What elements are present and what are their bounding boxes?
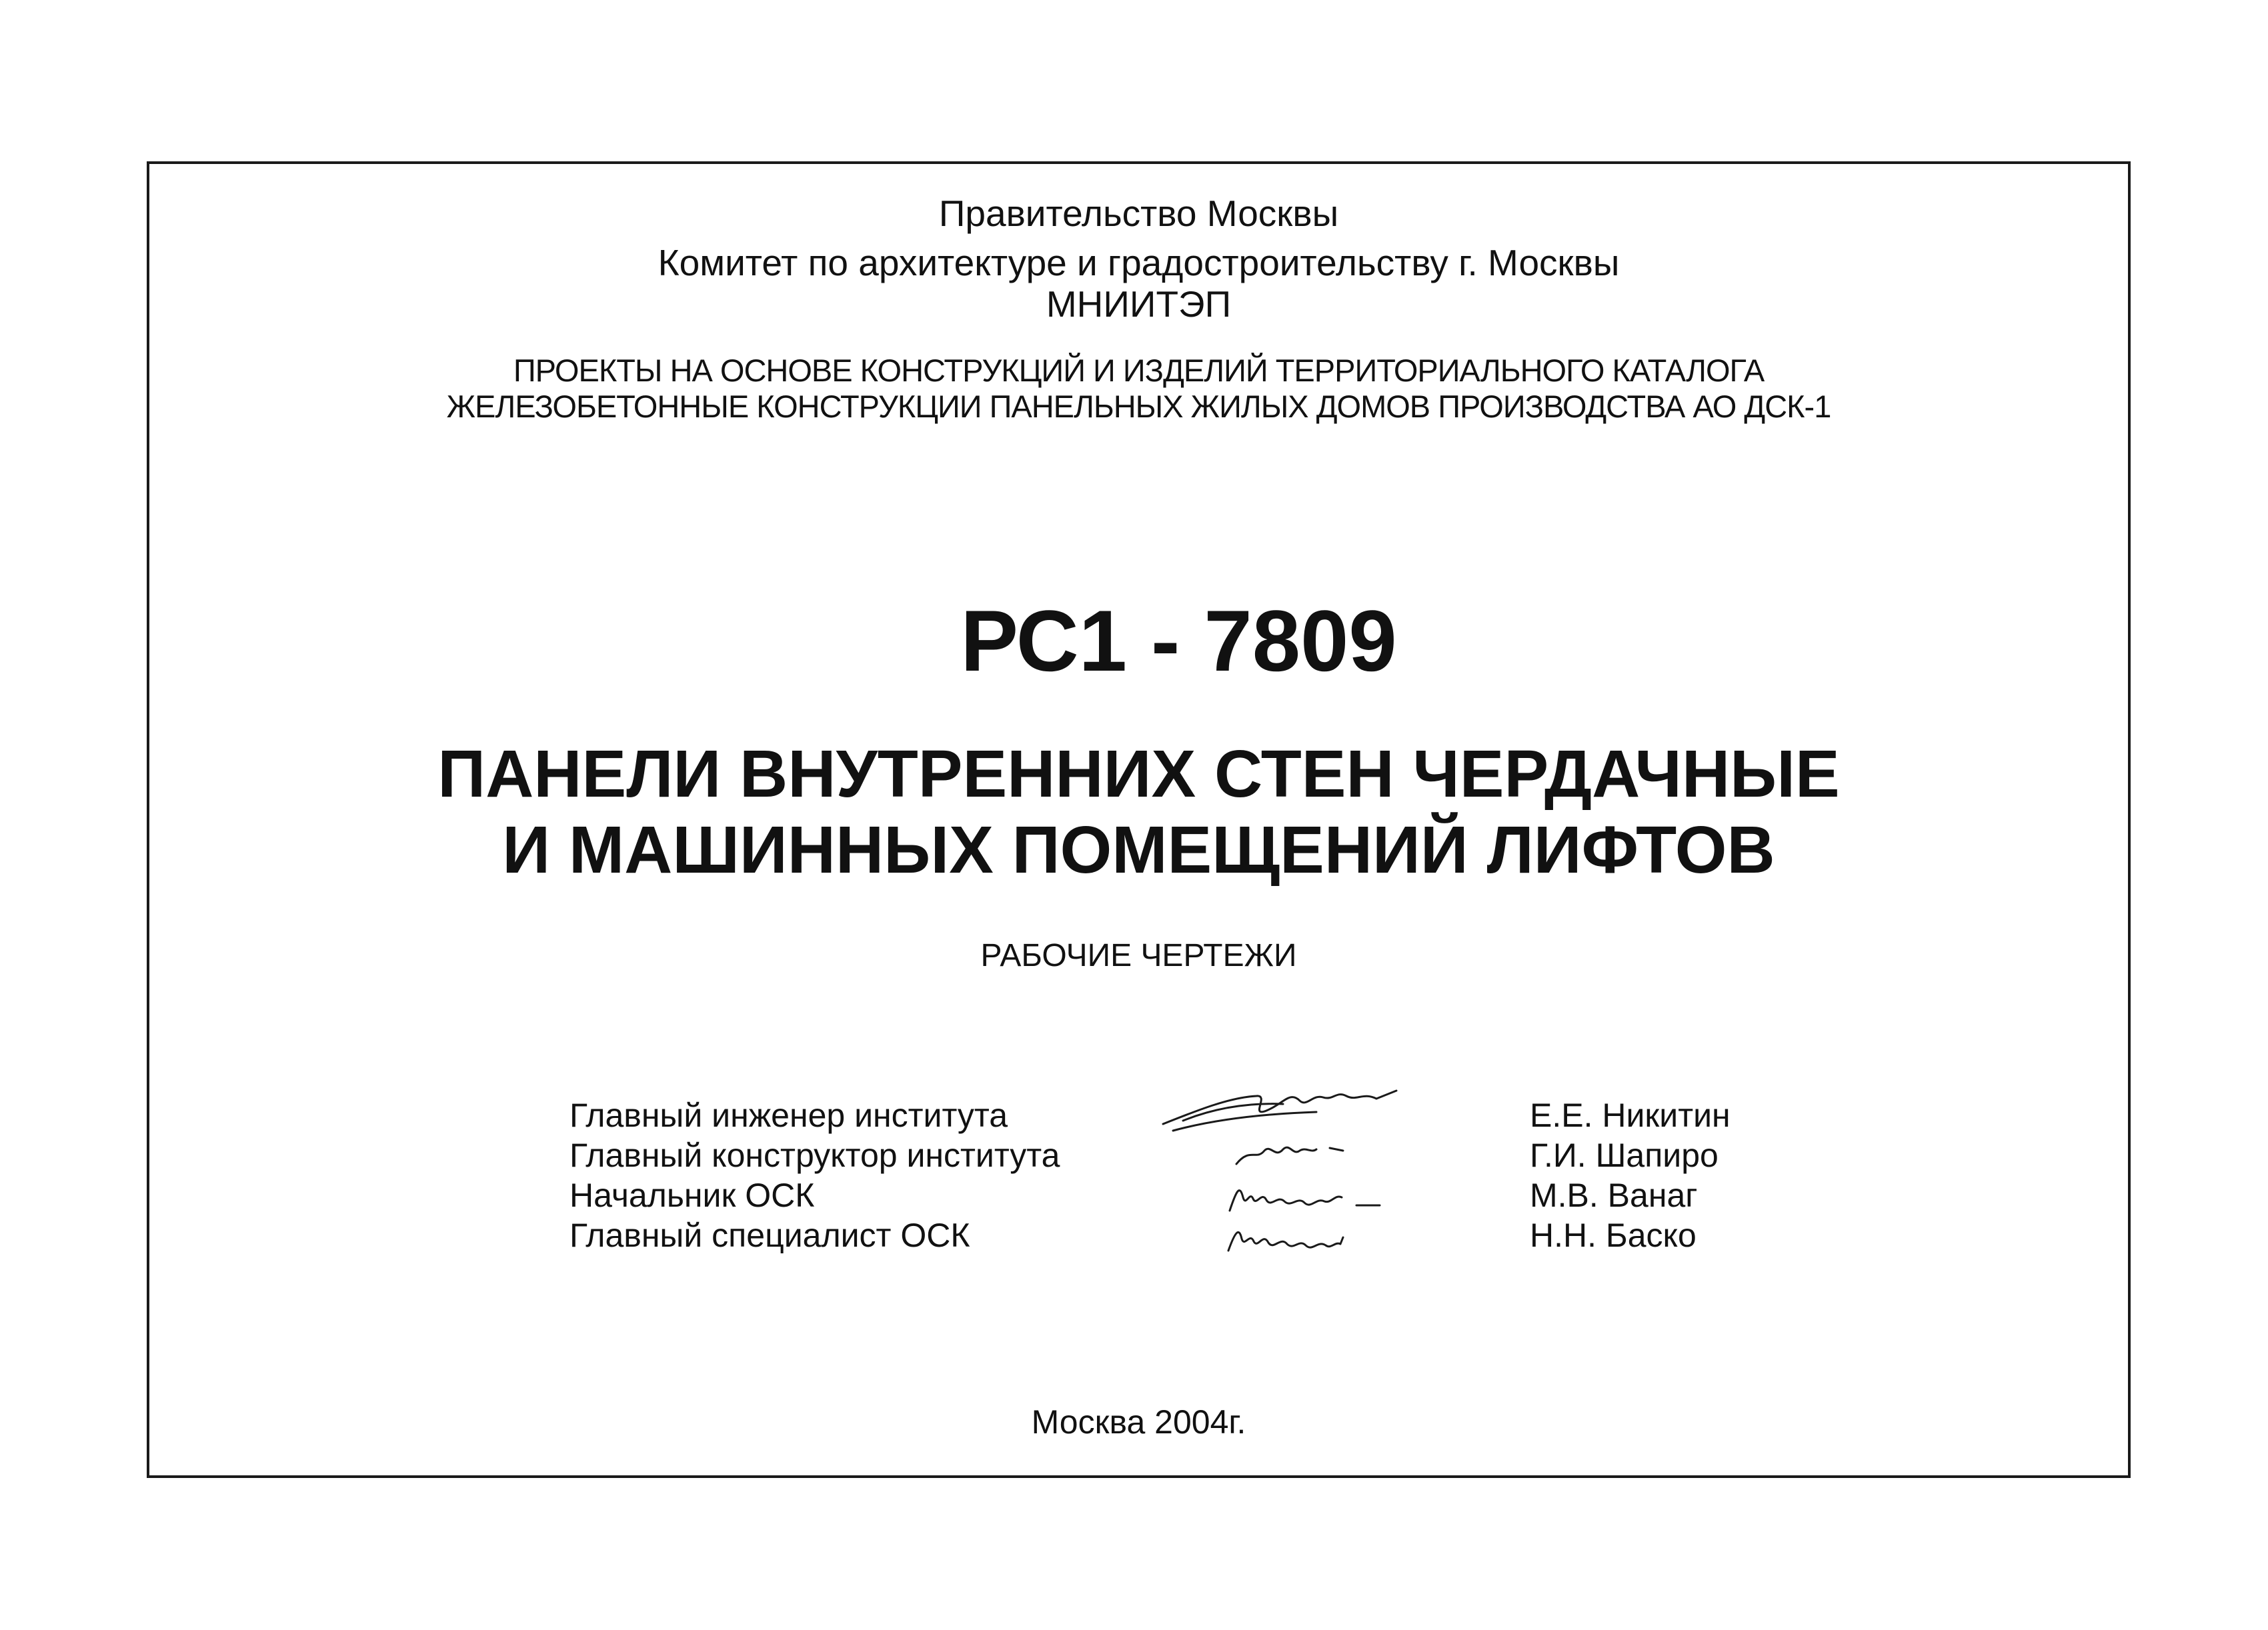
government-name: Правительство Москвы xyxy=(938,193,1339,234)
document-title-line-2: И МАШИННЫХ ПОМЕЩЕНИЙ ЛИФТОВ xyxy=(502,813,1775,887)
staff-name: Г.И. Шапиро xyxy=(1530,1137,1719,1174)
title-page-frame xyxy=(147,161,2131,1478)
document-code: РС1 - 7809 xyxy=(960,592,1397,689)
committee-name: Комитет по архитектуре и градостроительству г. Москвы xyxy=(658,242,1620,283)
signature-4 xyxy=(1228,1232,1343,1251)
staff-role: Главный конструктор института xyxy=(570,1137,1060,1174)
signature-1 xyxy=(1163,1091,1396,1131)
staff-role: Главный инженер института xyxy=(570,1097,1008,1134)
document-title-line-1: ПАНЕЛИ ВНУТРЕННИХ СТЕН ЧЕРДАЧНЫЕ xyxy=(437,737,1840,811)
document-subtitle: РАБОЧИЕ ЧЕРТЕЖИ xyxy=(980,938,1297,973)
staff-role: Начальник ОСК xyxy=(570,1177,815,1214)
staff-name: М.В. Ванаг xyxy=(1530,1177,1698,1214)
signature-2 xyxy=(1236,1147,1343,1164)
place-and-year: Москва 2004г. xyxy=(1031,1403,1246,1441)
catalog-line-2: ЖЕЛЕЗОБЕТОННЫЕ КОНСТРУКЦИИ ПАНЕЛЬНЫХ ЖИЛЫХ ДОМОВ ПРОИЗВОДСТВА АО ДСК-1 xyxy=(446,389,1831,424)
staff-name: Е.Е. Никитин xyxy=(1530,1097,1731,1134)
staff-role: Главный специалист ОСК xyxy=(570,1217,970,1254)
staff-name: Н.Н. Баско xyxy=(1530,1217,1696,1254)
catalog-line-1: ПРОЕКТЫ НА ОСНОВЕ КОНСТРУКЦИЙ И ИЗДЕЛИЙ ТЕРРИТОРИАЛЬНОГО КАТАЛОГА xyxy=(513,353,1765,388)
signatures-image xyxy=(1156,1084,1450,1271)
institute-name: МНИИТЭП xyxy=(1046,283,1232,325)
signature-3 xyxy=(1230,1191,1380,1211)
